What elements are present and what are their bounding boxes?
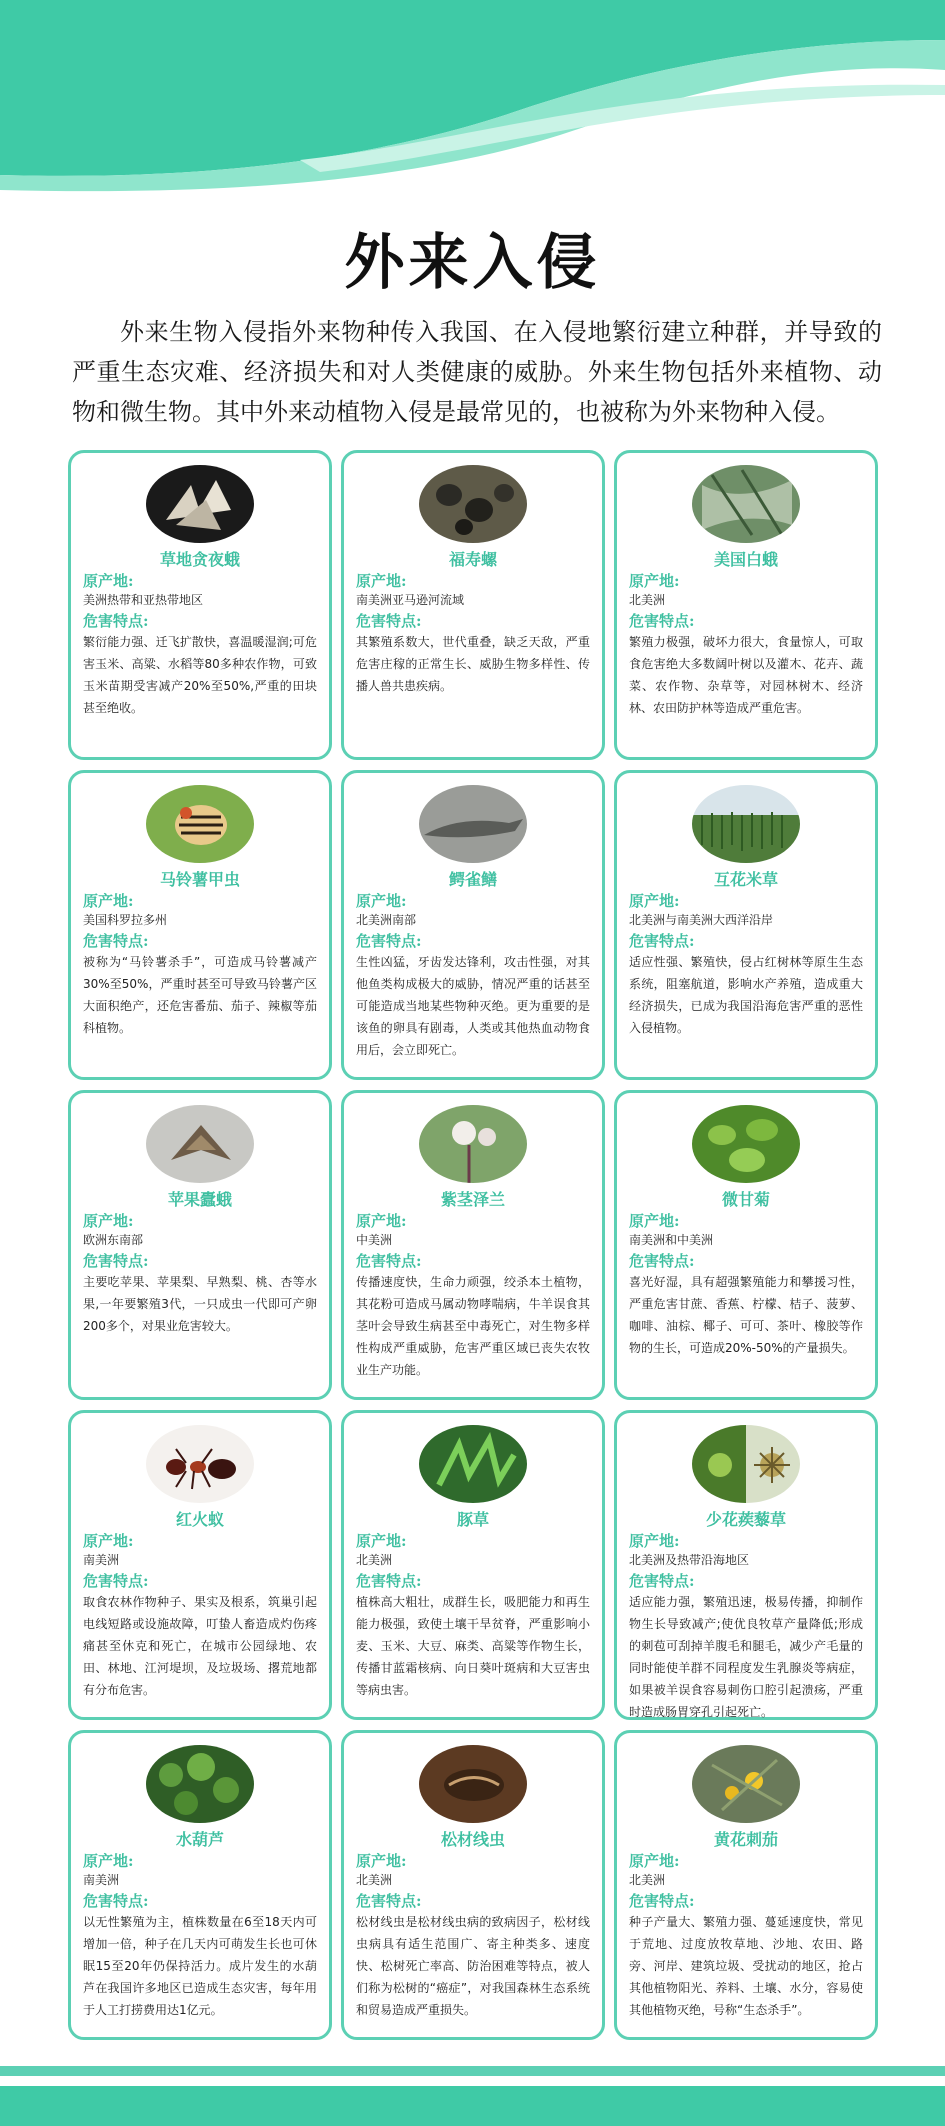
species-name: 微甘菊 xyxy=(721,1190,770,1209)
origin-label: 原产地: xyxy=(629,1212,680,1230)
harm-label: 危害特点: xyxy=(629,1252,695,1270)
webworm-photo xyxy=(692,465,800,543)
snail-photo xyxy=(419,465,527,543)
crofton-photo xyxy=(419,1105,527,1183)
species-card xyxy=(614,1730,878,2040)
page-title: 外来入侵 xyxy=(344,228,601,298)
harm-description: 以无性繁殖为主，植株数量在6至18天内可增加一倍，种子在几天内可萌发生长也可休眠15至20年仍保持活力。成片发生的水葫芦在我国许多地区已造成生态灾害，每年用于人工打捞费用达1亿元。 xyxy=(83,1915,317,2017)
species-name: 少花蒺藜草 xyxy=(705,1510,786,1529)
harm-description: 种子产量大、繁殖力强、蔓延速度快，常见于荒地、过度放牧草地、沙地、农田、路旁、河岸、建筑垃圾、受扰动的地区，抢占其他植物阳光、养料、土壤、水分，容易使其他植物灭绝，号称“生态杀手”。 xyxy=(629,1915,863,2017)
harm-label: 危害特点: xyxy=(83,612,149,630)
harm-description: 喜光好湿，具有超强繁殖能力和攀援习性，严重危害甘蔗、香蕉、柠檬、桔子、菠萝、咖啡、油棕、椰子、可可、茶叶、橡胶等作物的生长，可造成20%-50%的产量损失。 xyxy=(629,1275,863,1355)
codling-photo xyxy=(146,1105,254,1183)
origin-label: 原产地: xyxy=(629,1532,680,1550)
origin-value: 北美洲南部 xyxy=(356,913,417,927)
origin-label: 原产地: xyxy=(83,1212,134,1230)
harm-label: 危害特点: xyxy=(629,932,695,950)
harm-label: 危害特点: xyxy=(356,1892,422,1910)
species-card xyxy=(341,1410,605,1720)
species-card xyxy=(68,770,332,1080)
origin-value: 欧洲东南部 xyxy=(83,1233,144,1247)
species-name: 豚草 xyxy=(456,1510,489,1529)
harm-label: 危害特点: xyxy=(83,932,149,950)
origin-label: 原产地: xyxy=(629,1852,680,1870)
harm-label: 危害特点: xyxy=(356,612,422,630)
species-name: 苹果蠹蛾 xyxy=(167,1190,232,1209)
species-card xyxy=(614,1090,878,1400)
intro-paragraph: 外来生物入侵指外来物种传入我国、在入侵地繁衍建立种群，并导致的严重生态灾难、经济损失和对人类健康的威胁。外来生物包括外来植物、动物和微生物。其中外来动植物入侵是最常见的，也被称为外来物种入侵。 xyxy=(72,318,882,426)
gar-photo xyxy=(419,785,527,863)
harm-description: 其繁殖系数大，世代重叠，缺乏天敌，严重危害庄稼的正常生长、威胁生物多样性、传播人兽共患疾病。 xyxy=(356,635,590,693)
origin-label: 原产地: xyxy=(83,572,134,590)
origin-value: 北美洲与南美洲大西洋沿岸 xyxy=(629,913,774,927)
origin-label: 原产地: xyxy=(356,1852,407,1870)
origin-label: 原产地: xyxy=(83,1852,134,1870)
harm-label: 危害特点: xyxy=(356,1252,422,1270)
species-card xyxy=(341,450,605,760)
species-name: 松材线虫 xyxy=(440,1830,505,1849)
origin-label: 原产地: xyxy=(83,1532,134,1550)
species-card xyxy=(614,1410,878,1720)
harm-label: 危害特点: xyxy=(629,1572,695,1590)
origin-value: 北美洲 xyxy=(356,1873,393,1887)
harm-description: 繁殖力极强，破坏力很大，食量惊人，可取食危害绝大多数阔叶树以及灌木、花卉、蔬菜、农作物、杂草等，对园林树木、经济林、农田防护林等造成严重危害。 xyxy=(629,635,863,715)
species-name: 福寿螺 xyxy=(448,550,497,569)
harm-label: 危害特点: xyxy=(83,1892,149,1910)
harm-description: 松材线虫是松材线虫病的致病因子，松材线虫病具有适生范围广、寄主种类多、速度快、松树死亡率高、防治困难等特点，被人们称为松树的“癌症”，对我国森林生态系统和贸易造成严重损失。 xyxy=(356,1915,590,2017)
origin-label: 原产地: xyxy=(356,1532,407,1550)
origin-label: 原产地: xyxy=(356,572,407,590)
origin-value: 北美洲 xyxy=(356,1553,393,1567)
nematode-photo xyxy=(419,1745,527,1823)
species-card xyxy=(68,1730,332,2040)
harm-label: 危害特点: xyxy=(629,612,695,630)
harm-description: 主要吃苹果、苹果梨、早熟梨、桃、杏等水果,一年要繁殖3代，一只成虫一代即可产卵200多个，对果业危害较大。 xyxy=(83,1275,317,1333)
origin-value: 南美洲 xyxy=(83,1873,120,1887)
harm-label: 危害特点: xyxy=(356,1572,422,1590)
harm-description: 取食农林作物种子、果实及根系，筑巢引起电线短路或设施故障，叮蛰人畜造成灼伤疼痛甚至休克和死亡，在城市公园绿地、农田、林地、江河堤坝，及垃圾场、撂荒地都有分布危害。 xyxy=(83,1595,317,1697)
origin-value: 中美洲 xyxy=(356,1233,393,1247)
ant-photo xyxy=(146,1425,254,1503)
origin-label: 原产地: xyxy=(356,892,407,910)
origin-value: 北美洲 xyxy=(629,593,666,607)
harm-description: 适应性强、繁殖快，侵占红树林等原生生态系统，阻塞航道，影响水产养殖，造成重大经济损失，已成为我国沿海危害严重的恶性入侵植物。 xyxy=(629,955,863,1035)
harm-description: 生性凶猛，牙齿发达锋利，攻击性强，对其他鱼类构成极大的威胁，情况严重的话甚至可能造成当地某些物种灭绝。更为重要的是该鱼的卵具有剧毒，人类或其他热血动物食用后，会立即死亡。 xyxy=(356,955,590,1057)
origin-label: 原产地: xyxy=(356,1212,407,1230)
species-name: 美国白蛾 xyxy=(713,550,778,569)
bottom-band xyxy=(0,2066,945,2126)
origin-value: 美国科罗拉多州 xyxy=(83,913,168,927)
mikania-photo xyxy=(692,1105,800,1183)
harm-description: 被称为“马铃薯杀手”，可造成马铃薯减产30%至50%，严重时甚至可导致马铃薯产区大面积绝产，还危害番茄、茄子、辣椒等茄科植物。 xyxy=(83,955,317,1035)
harm-label: 危害特点: xyxy=(356,932,422,950)
harm-description: 适应能力强，繁殖迅速，极易传播，抑制作物生长导致减产;使优良牧草产量降低;形成的刺苞可刮掉羊腹毛和腿毛，减少产毛量的同时能使羊群不同程度发生乳腺炎等病症，如果被羊误食容易刺伤口腔引起溃疡，严重时造成肠胃穿孔引起死亡。 xyxy=(629,1595,863,1719)
origin-label: 原产地: xyxy=(83,892,134,910)
origin-value: 美洲热带和亚热带地区 xyxy=(83,593,204,607)
grass-photo xyxy=(692,785,800,863)
species-name: 鳄雀鳝 xyxy=(448,870,497,889)
origin-value: 南美洲和中美洲 xyxy=(629,1233,714,1247)
top-wave-banner xyxy=(0,0,945,200)
species-name: 黄花刺茄 xyxy=(713,1830,778,1849)
species-name: 草地贪夜蛾 xyxy=(159,550,240,569)
harm-label: 危害特点: xyxy=(629,1892,695,1910)
harm-label: 危害特点: xyxy=(83,1572,149,1590)
origin-label: 原产地: xyxy=(629,572,680,590)
hyacinth-photo xyxy=(146,1745,254,1823)
species-card xyxy=(341,770,605,1080)
harm-description: 植株高大粗壮，成群生长，吸肥能力和再生能力极强，致使土壤干旱贫脊，严重影响小麦、玉米、大豆、麻类、高粱等作物生长，传播甘蓝霜核病、向日葵叶斑病和大豆害虫等病虫害。 xyxy=(356,1595,590,1697)
species-card xyxy=(68,1090,332,1400)
species-name: 马铃薯甲虫 xyxy=(159,870,240,889)
sandbur-photo xyxy=(692,1425,800,1503)
species-name: 水葫芦 xyxy=(175,1830,224,1849)
beetle-photo xyxy=(146,785,254,863)
species-card xyxy=(341,1090,605,1400)
buffalobur-photo xyxy=(692,1745,800,1823)
species-card xyxy=(614,450,878,760)
harm-description: 传播速度快，生命力顽强，绞杀本土植物，其花粉可造成马属动物哮喘病，牛羊误食其茎叶会导致生病甚至中毒死亡，对生物多样性构成严重威胁，危害严重区域已丧失农牧业生产功能。 xyxy=(356,1275,590,1377)
moth-photo xyxy=(146,465,254,543)
species-card xyxy=(68,450,332,760)
species-name: 互花米草 xyxy=(713,870,778,889)
origin-value: 南美洲 xyxy=(83,1553,120,1567)
origin-value: 南美洲亚马逊河流域 xyxy=(356,593,465,607)
species-card xyxy=(341,1730,605,2040)
origin-value: 北美洲 xyxy=(629,1873,666,1887)
species-name: 红火蚁 xyxy=(175,1510,224,1529)
species-name: 紫茎泽兰 xyxy=(440,1190,505,1209)
harm-label: 危害特点: xyxy=(83,1252,149,1270)
species-card xyxy=(614,770,878,1080)
species-card xyxy=(68,1410,332,1720)
harm-description: 繁衍能力强、迁飞扩散快，喜温暖湿润;可危害玉米、高粱、水稻等80多种农作物，可致玉米苗期受害减产20%至50%,严重的田块甚至绝收。 xyxy=(83,635,317,715)
origin-value: 北美洲及热带沿海地区 xyxy=(629,1553,750,1567)
origin-label: 原产地: xyxy=(629,892,680,910)
ragweed-photo xyxy=(419,1425,527,1503)
